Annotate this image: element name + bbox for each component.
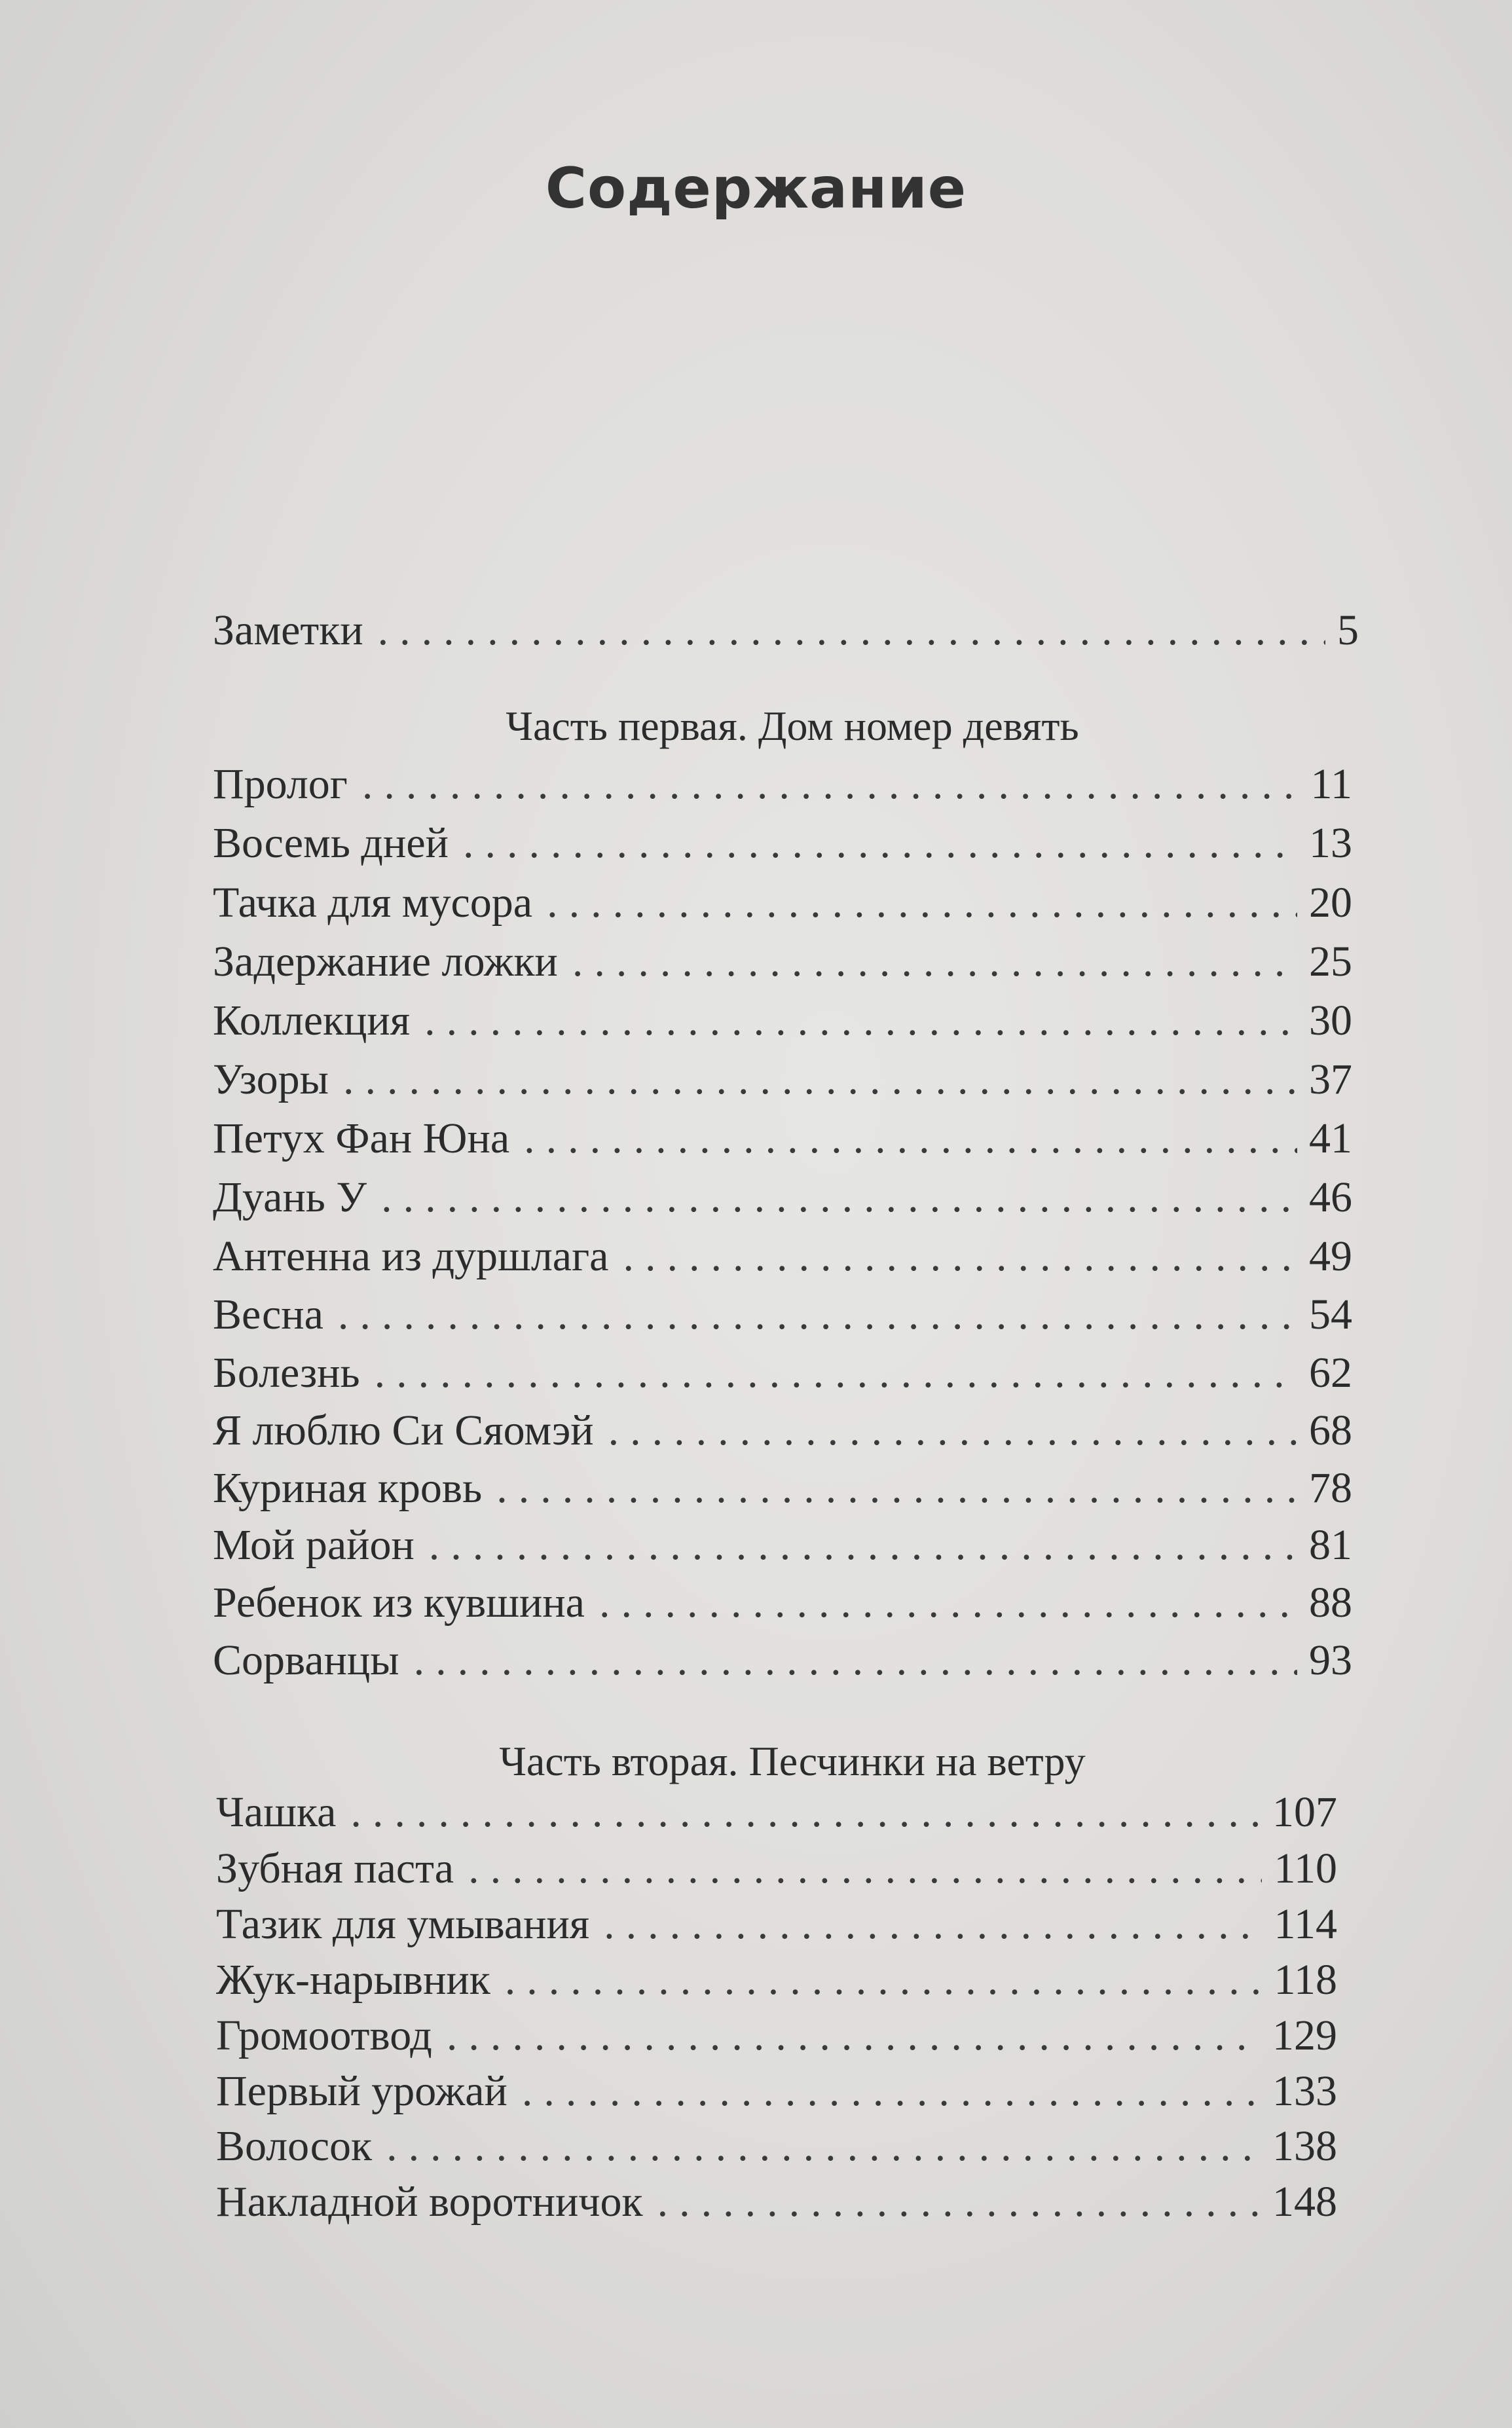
dot-leader: [381, 1176, 1297, 1219]
toc-entry-page: 93: [1309, 1636, 1352, 1684]
toc-entry-title: Зубная паста: [216, 1845, 454, 1892]
toc-entry-title: Коллекция: [213, 997, 411, 1044]
toc-entry: [216, 2014, 1337, 2057]
dot-leader: [524, 1117, 1297, 1160]
toc-entry-page: 110: [1274, 1845, 1337, 1892]
toc-entry-page: 49: [1309, 1232, 1352, 1280]
dot-leader: [343, 1058, 1297, 1101]
toc-entry-title: Дуань У: [213, 1173, 367, 1221]
toc-entry-title: Тазик для умывания: [216, 1900, 590, 1948]
dot-leader: [604, 1903, 1262, 1946]
dot-leader: [350, 1791, 1261, 1834]
toc-entry: [213, 881, 1352, 925]
dot-leader: [378, 609, 1325, 652]
toc-entry: [216, 2122, 1337, 2170]
dot-leader: [463, 822, 1297, 865]
part-two-heading: Часть вторая. Песчинки на ветру: [499, 1738, 1086, 1784]
dot-leader: [599, 1581, 1297, 1625]
dot-leader: [424, 999, 1297, 1042]
dot-leader: [572, 940, 1297, 984]
toc-entry-title: Чашка: [216, 1788, 337, 1836]
toc-entry-title: Антенна из дуршлага: [213, 1232, 609, 1280]
toc-entry: [213, 1058, 1352, 1101]
toc-entry-page: 78: [1309, 1464, 1352, 1512]
toc-entry: [216, 1847, 1337, 1890]
toc-entry-page: 54: [1309, 1291, 1352, 1338]
dot-leader: [468, 1847, 1262, 1890]
toc-entry-title: Первый урожай: [216, 2067, 507, 2115]
toc-entry-title: Громоотвод: [216, 2012, 432, 2059]
dot-leader: [362, 763, 1299, 806]
toc-entry-title: Ребенок из кувшина: [213, 1579, 585, 1627]
toc-entry-page: 107: [1272, 1788, 1337, 1836]
dot-leader: [547, 881, 1297, 925]
page-title: Содержание: [545, 156, 967, 221]
toc-entry-page: 81: [1309, 1521, 1352, 1569]
toc-entry: [216, 1900, 1337, 1948]
toc-entry-title: Болезнь: [213, 1349, 360, 1397]
dot-leader: [429, 1524, 1297, 1567]
dot-leader: [386, 2125, 1261, 2168]
toc-entry: [216, 1956, 1337, 2004]
toc-entry-page: 138: [1272, 2122, 1337, 2170]
toc-entry: [213, 1114, 1352, 1162]
toc-entry-page: 114: [1274, 1900, 1337, 1948]
toc-entry-title: Накладной воротничок: [216, 2178, 643, 2226]
toc-entry-page: 62: [1309, 1349, 1352, 1397]
toc-entry-title: Весна: [213, 1291, 323, 1338]
dot-leader: [414, 1639, 1297, 1682]
dot-leader: [375, 1352, 1297, 1395]
toc-entry-title: Мой район: [213, 1521, 415, 1569]
dot-leader: [447, 2014, 1261, 2057]
toc-entry-title: Я люблю Си Сяомэй: [213, 1407, 594, 1454]
toc-entry-title: Жук-нарывник: [216, 1956, 490, 2004]
toc-entry: [213, 1464, 1352, 1512]
toc-entry-title: Тачка для мусора: [213, 879, 533, 927]
dot-leader: [338, 1293, 1297, 1336]
toc-entry: [213, 999, 1352, 1042]
toc-entry-title: Волосок: [216, 2122, 373, 2170]
toc-entry-notes: [213, 606, 1359, 654]
toc-entry-page: 88: [1309, 1579, 1352, 1627]
toc-entry-page: 41: [1309, 1114, 1352, 1162]
toc-entry-title: Заметки: [213, 606, 363, 654]
toc-entry: [213, 1232, 1352, 1280]
toc-entry-title: Куриная кровь: [213, 1464, 483, 1512]
toc-entry: [213, 1173, 1352, 1221]
toc-entry-title: Пролог: [213, 760, 348, 808]
toc-entry-title: Восемь дней: [213, 819, 449, 867]
dot-leader: [496, 1467, 1297, 1510]
toc-entry-page: 148: [1272, 2178, 1337, 2226]
toc-entry: [213, 1581, 1352, 1625]
toc-entry-page: 37: [1309, 1056, 1352, 1103]
dot-leader: [623, 1235, 1297, 1278]
toc-entry-title: Узоры: [213, 1056, 329, 1103]
toc-entry-page: 129: [1272, 2012, 1337, 2059]
toc-entry: [213, 1349, 1352, 1397]
toc-entry: [216, 2180, 1337, 2224]
part-one-heading: Часть первая. Дом номер девять: [506, 703, 1079, 749]
toc-entry-page: 118: [1274, 1956, 1337, 2004]
toc-entry-page: 68: [1309, 1407, 1352, 1454]
dot-leader: [657, 2180, 1261, 2224]
toc-entry-page: 30: [1309, 997, 1352, 1044]
toc-entry-page: 133: [1272, 2067, 1337, 2115]
toc-entry: [213, 1636, 1352, 1684]
toc-entry-page: 13: [1309, 819, 1352, 867]
toc-entry: [216, 2067, 1337, 2115]
toc-entry: [213, 760, 1352, 808]
toc-entry-title: Петух Фан Юна: [213, 1114, 510, 1162]
toc-entry: [213, 1521, 1352, 1569]
toc-entry-page: 46: [1309, 1173, 1352, 1221]
toc-entry-title: Задержание ложки: [213, 938, 558, 985]
dot-leader: [608, 1409, 1297, 1452]
dot-leader: [522, 2070, 1261, 2113]
toc-entry-page: 20: [1309, 879, 1352, 927]
toc-entry: [213, 940, 1352, 984]
toc-entry: [213, 1409, 1352, 1452]
dot-leader: [505, 1959, 1263, 2002]
toc-entry-page: 25: [1309, 938, 1352, 985]
toc-entry-page: 5: [1337, 606, 1359, 654]
toc-entry: [216, 1788, 1337, 1836]
toc-entry-title: Сорванцы: [213, 1636, 399, 1684]
toc-entry: [213, 1293, 1352, 1336]
toc-entry-page: 11: [1310, 760, 1352, 808]
toc-entry: [213, 819, 1352, 867]
